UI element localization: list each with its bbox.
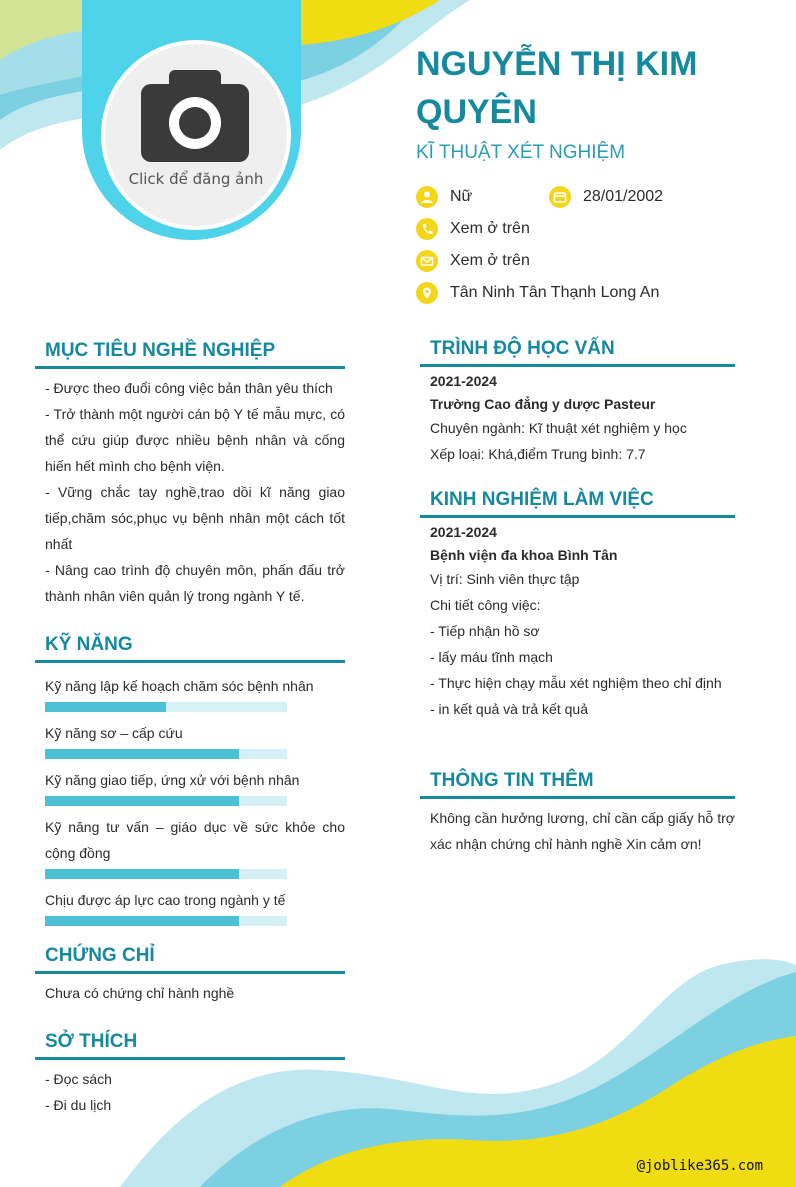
education-grade: Xếp loại: Khá,điểm Trung bình: 7.7 (430, 446, 646, 462)
objective-body (35, 369, 345, 609)
experience-company: Bệnh viện đa khoa Bình Tân (430, 547, 618, 563)
skill-name: Kỹ năng sơ – cấp cứu (45, 725, 183, 741)
objective-section (35, 336, 345, 609)
skill-item (45, 720, 345, 759)
phone-value: Xem ở trên (450, 220, 530, 237)
extra-info-section (420, 766, 735, 857)
experience-position: Vị trí: Sinh viên thực tập (430, 571, 580, 587)
education-body (420, 367, 735, 467)
objective-item: - Trở thành một người cán bộ Y tế mẫu mực, có thể cứu giúp được nhiều bệnh nhân và cống hiến hết mình cho bệnh viện. (45, 406, 345, 474)
skill-item (45, 887, 345, 926)
gender-value: Nữ (450, 188, 473, 205)
calendar-icon (549, 186, 571, 208)
skill-bar-fill (45, 916, 239, 926)
phone-row (416, 218, 530, 240)
email-value: Xem ở trên (450, 252, 530, 269)
objective-title: MỤC TIÊU NGHỀ NGHIỆP (35, 336, 345, 369)
skill-bar (45, 916, 287, 926)
education-period: 2021-2024 (430, 373, 497, 389)
certificates-text: Chưa có chứng chỉ hành nghề (45, 985, 235, 1001)
skill-bar (45, 796, 287, 806)
hobbies-section (35, 1027, 345, 1118)
job-title: KĨ THUẬT XÉT NGHIỆM (416, 142, 626, 163)
objective-item: - Được theo đuổi công việc bản thân yêu thích (45, 380, 333, 396)
experience-section (420, 485, 735, 722)
birthdate-value: 28/01/2002 (583, 188, 664, 205)
certificates-body (35, 974, 345, 1006)
skill-bar (45, 702, 287, 712)
hobbies-title: SỞ THÍCH (35, 1027, 345, 1060)
education-major: Chuyên ngành: Kĩ thuật xét nghiệm y học (430, 420, 687, 436)
address-value: Tân Ninh Tân Thạnh Long An (450, 284, 660, 301)
experience-body (420, 518, 735, 722)
skills-section (35, 630, 345, 934)
skills-body (35, 663, 345, 926)
hobby-item: - Đi du lịch (45, 1097, 112, 1113)
photo-upload-label: Click để đăng ảnh (128, 170, 264, 188)
education-school: Trường Cao đẳng y dược Pasteur (430, 396, 656, 412)
camera-icon (141, 70, 251, 166)
hobby-item: - Đọc sách (45, 1071, 112, 1087)
skill-name: Kỹ năng giao tiếp, ứng xử với bệnh nhân (45, 772, 300, 788)
experience-detail: - Tiếp nhận hồ sơ (430, 623, 540, 639)
phone-icon (416, 218, 438, 240)
extra-info-text: Không cần hưởng lương, chỉ cần cấp giấy hỗ trợ xác nhận chứng chỉ hành nghề Xin cảm ơn! (430, 810, 735, 852)
footer-brand: @joblike365.com (636, 1158, 763, 1174)
skill-name: Kỹ năng lập kế hoạch chăm sóc bệnh nhân (45, 678, 314, 694)
certificates-section (35, 941, 345, 1006)
skill-name: Kỹ năng tư vấn – giáo dục về sức khỏe cho cộng đồng (45, 819, 345, 861)
extra-info-body (420, 799, 735, 857)
education-title: TRÌNH ĐỘ HỌC VẤN (420, 334, 735, 367)
skill-name: Chịu được áp lực cao trong ngành y tế (45, 892, 286, 908)
skill-item (45, 814, 345, 879)
experience-detail: - lấy máu tĩnh mạch (430, 649, 553, 665)
experience-period: 2021-2024 (430, 524, 497, 540)
experience-title: KINH NGHIỆM LÀM VIỆC (420, 485, 735, 518)
experience-detail: - Thực hiện chạy mẫu xét nghiệm theo chỉ định (430, 675, 722, 691)
skill-bar (45, 749, 287, 759)
user-icon (416, 186, 438, 208)
skill-bar-fill (45, 702, 166, 712)
skill-bar-fill (45, 869, 239, 879)
objective-item: - Vững chắc tay nghề,trao dồi kĩ năng giao tiếp,chăm sóc,phục vụ bệnh nhân một cách tốt nhất (45, 484, 345, 552)
hobbies-body (35, 1060, 345, 1118)
skill-bar (45, 869, 287, 879)
skill-item (45, 767, 345, 806)
gender-row (416, 186, 472, 208)
certificates-title: CHỨNG CHỈ (35, 941, 345, 974)
skill-bar-fill (45, 796, 239, 806)
education-section (420, 334, 735, 467)
experience-detail: - in kết quả và trả kết quả (430, 701, 588, 717)
email-row (416, 250, 530, 272)
location-pin-icon (416, 282, 438, 304)
skill-bar-fill (45, 749, 239, 759)
objective-item: - Nâng cao trình độ chuyên môn, phấn đấu trở thành nhân viên quản lý trong ngành Y tế. (45, 562, 345, 604)
extra-info-title: THÔNG TIN THÊM (420, 766, 735, 799)
candidate-name: NGUYỄN THỊ KIM QUYÊN (416, 45, 698, 131)
birthdate-row (549, 186, 663, 208)
experience-details-label: Chi tiết công việc: (430, 597, 541, 613)
skills-title: KỸ NĂNG (35, 630, 345, 663)
mail-icon (416, 250, 438, 272)
photo-upload[interactable] (101, 40, 291, 230)
skill-item (45, 673, 345, 712)
address-row (416, 282, 659, 304)
